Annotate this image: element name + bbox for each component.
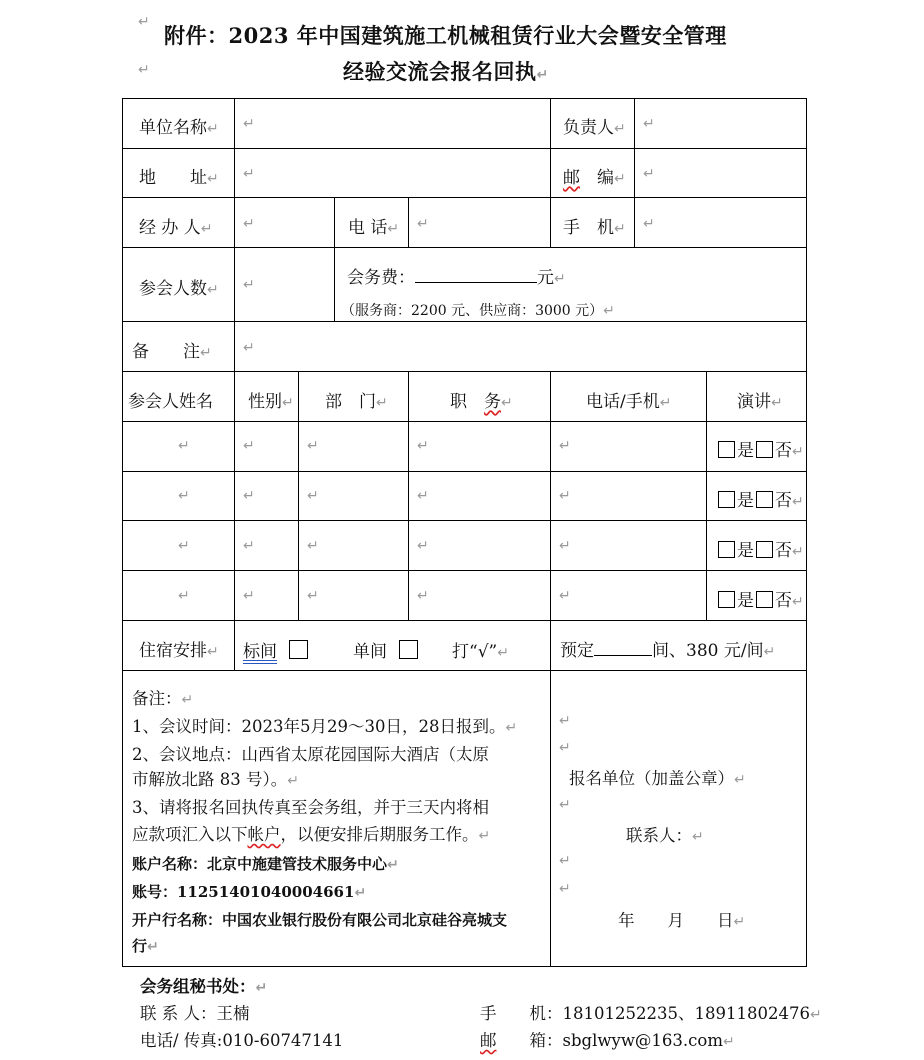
department-cell[interactable]: ↵ (307, 588, 319, 604)
contact-line: 联系人：↵ (626, 826, 704, 845)
document-title: 附件：2023 年中国建筑施工机械租赁行业大会暨安全管理 (164, 23, 727, 48)
room-count-input[interactable] (594, 641, 652, 656)
phone-cell[interactable]: ↵ (559, 438, 571, 454)
header-phone: 电话/手机↵ (586, 392, 672, 412)
name-cell[interactable]: ↵ (178, 438, 190, 454)
header-speech: 演讲↵ (737, 392, 783, 412)
account-number: 账号：11251401040004661↵ (132, 883, 367, 901)
paragraph-mark: ↵ (138, 14, 150, 30)
name-cell[interactable]: ↵ (178, 588, 190, 604)
header-position: 职 务↵ (450, 392, 513, 412)
paragraph-mark: ↵ (559, 713, 571, 729)
mobile-field[interactable]: ↵ (643, 216, 655, 232)
postcode-field[interactable]: ↵ (643, 166, 655, 182)
position-cell[interactable]: ↵ (417, 488, 429, 504)
accommodation-label: 住宿安排↵ (139, 641, 219, 661)
leader-label: 负责人↵ (563, 118, 626, 138)
phone-field[interactable]: ↵ (417, 216, 429, 232)
department-cell[interactable]: ↵ (307, 538, 319, 554)
yes-checkbox[interactable] (718, 441, 735, 458)
stamp-line: 报名单位（加盖公章）↵ (569, 769, 746, 788)
single-room-checkbox[interactable] (399, 640, 418, 659)
gender-cell[interactable]: ↵ (243, 438, 255, 454)
yes-checkbox[interactable] (718, 491, 735, 508)
no-checkbox[interactable] (756, 591, 773, 608)
gender-cell[interactable]: ↵ (243, 488, 255, 504)
yes-checkbox[interactable] (718, 541, 735, 558)
remark-field[interactable]: ↵ (243, 340, 255, 356)
position-cell[interactable]: ↵ (417, 588, 429, 604)
notes-heading: 备注：↵ (132, 689, 194, 708)
attendees-label: 参会人数↵ (139, 279, 219, 299)
header-name: 参会人姓名 (128, 392, 213, 412)
single-room-option: 单间 (353, 637, 418, 662)
fee-line: 会务费： 元↵ (347, 268, 566, 288)
gender-cell[interactable]: ↵ (243, 538, 255, 554)
bank-name-cont: 行↵ (132, 937, 159, 955)
note-payment: 3、请将报名回执传真至会务组，并于三天内将相 (132, 798, 489, 817)
gender-cell[interactable]: ↵ (243, 588, 255, 604)
postcode-label: 邮 编↵ (563, 168, 626, 188)
standard-room-checkbox[interactable] (289, 640, 308, 659)
secretariat-contact: 联 系 人：王楠 (140, 1004, 250, 1023)
department-cell[interactable]: ↵ (307, 438, 319, 454)
secretariat-mobile: 手 机：18101252235、18911802476↵ (480, 1004, 822, 1023)
note-venue: 2、会议地点：山西省太原花园国际大酒店（太原 (132, 745, 489, 764)
yes-checkbox[interactable] (718, 591, 735, 608)
note-meeting-time: 1、会议时间：2023年5月29～30日，28日报到。↵ (132, 717, 518, 736)
department-cell[interactable]: ↵ (307, 488, 319, 504)
name-cell[interactable]: ↵ (178, 538, 190, 554)
fee-input[interactable] (415, 266, 537, 283)
document-subtitle: 经验交流会报名回执↵ (343, 59, 549, 84)
date-line: 年 月 日↵ (618, 911, 746, 930)
paragraph-mark: ↵ (138, 62, 150, 78)
speech-choice: 是 否↵ (716, 436, 804, 461)
leader-field[interactable]: ↵ (643, 116, 655, 132)
unit-name-label: 单位名称↵ (139, 118, 219, 138)
speech-choice: 是 否↵ (716, 536, 804, 561)
speech-choice: 是 否↵ (716, 586, 804, 611)
secretariat-email: 邮 箱：sbglwyw@163.com↵ (480, 1031, 735, 1050)
mobile-label: 手 机↵ (563, 218, 626, 238)
secretariat-phone-fax: 电话/ 传真:010-60747141 (140, 1031, 344, 1050)
position-cell[interactable]: ↵ (417, 538, 429, 554)
paragraph-mark: ↵ (559, 853, 571, 869)
no-checkbox[interactable] (756, 441, 773, 458)
unit-name-field[interactable]: ↵ (243, 116, 255, 132)
handler-field[interactable]: ↵ (243, 216, 255, 232)
paragraph-mark: ↵ (559, 740, 571, 756)
paragraph-mark: ↵ (559, 797, 571, 813)
phone-cell[interactable]: ↵ (559, 488, 571, 504)
standard-room-option: 标间 (243, 637, 308, 662)
note-payment-cont: 应款项汇入以下帐户，以便安排后期服务工作。↵ (132, 825, 491, 844)
no-checkbox[interactable] (756, 541, 773, 558)
address-label: 地 址↵ (139, 168, 219, 188)
remark-label: 备 注↵ (132, 342, 212, 362)
header-gender: 性别↵ (248, 392, 294, 412)
header-department: 部 门↵ (325, 392, 388, 412)
speech-choice: 是 否↵ (716, 486, 804, 511)
phone-cell[interactable]: ↵ (559, 538, 571, 554)
account-name: 账户名称：北京中施建管技术服务中心↵ (132, 855, 399, 873)
fee-note: （服务商：2200 元、供应商：3000 元）↵ (341, 303, 615, 319)
bank-name: 开户行名称：中国农业银行股份有限公司北京硅谷亮城支 (132, 911, 508, 929)
name-cell[interactable]: ↵ (178, 488, 190, 504)
tick-instruction: 打“√”↵ (452, 642, 509, 662)
secretariat-heading: 会务组秘书处：↵ (140, 977, 268, 996)
address-field[interactable]: ↵ (243, 166, 255, 182)
position-cell[interactable]: ↵ (417, 438, 429, 454)
note-venue-address: 市解放北路 83 号）。↵ (132, 770, 299, 789)
phone-cell[interactable]: ↵ (559, 588, 571, 604)
handler-label: 经 办 人↵ (139, 218, 213, 238)
phone-label: 电 话↵ (348, 218, 400, 238)
room-reservation: 预定 间、380 元/间↵ (560, 641, 776, 661)
attendees-field[interactable]: ↵ (243, 277, 255, 293)
no-checkbox[interactable] (756, 491, 773, 508)
paragraph-mark: ↵ (559, 881, 571, 897)
